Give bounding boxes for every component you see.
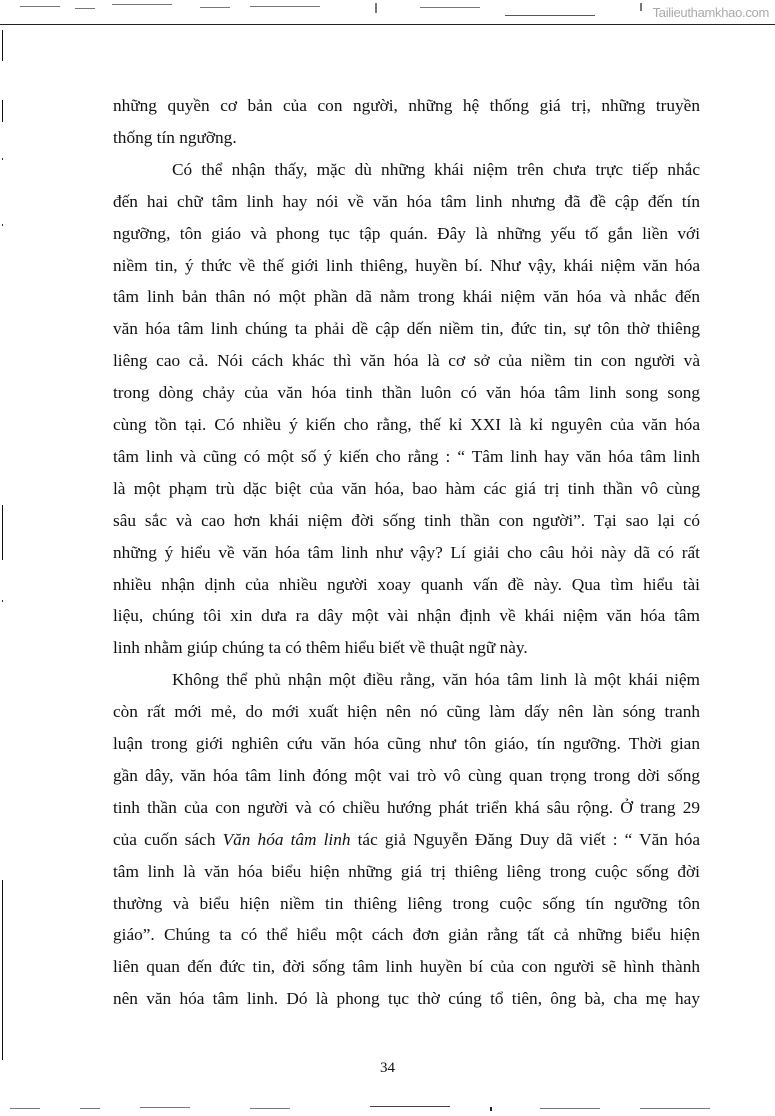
margin-line [2, 880, 3, 1060]
margin-mark [2, 600, 3, 602]
text-line: thống tín ngưỡng. [113, 127, 237, 147]
text-line: Có thể nhận thấy, mặc dù những khái niệm trên chưa trực tiếp nhắc [172, 159, 700, 179]
text-line: liên quan đến đức tin, đời sống tâm linh huyền bí của con người sẽ hình thành [113, 957, 700, 977]
text-line: sâu sắc và cao hơn khái niệm đời sống tinh thần con người”. Tại sao lại có [113, 510, 700, 530]
page-number: 34 [380, 1060, 395, 1076]
text-line: tâm linh là văn hóa biểu hiện những giá trị thiêng liêng trong cuộc sống đời [113, 861, 700, 881]
text-line: gần dây, văn hóa tâm linh đóng một vai trò vô cùng quan trọng trong dời sống [113, 765, 700, 785]
text-line: nhiều nhận dịnh của nhiều người xoay quanh vấn đề này. Qua tìm hiểu tài [113, 574, 700, 594]
text-line: liệu, chúng tôi xin dưa ra dây một vài nhận định về khái niệm văn hóa tâm [113, 606, 700, 626]
text-segment: tác giả Nguyễn Đăng Duy dã viết : “ Văn hóa [350, 829, 700, 849]
margin-line [2, 100, 3, 122]
text-line: tinh thần của con người và có chiều hướng phát triển khá sâu rộng. Ở trang 29 [113, 797, 700, 817]
text-line: những quyền cơ bản của con người, những hệ thống giá trị, những truyền [113, 96, 700, 115]
text-line: luận trong giới nghiên cứu văn hóa cũng như tôn giáo, tín ngưỡng. Thời gian [113, 734, 700, 753]
text-line: trong dòng chảy của văn hóa tinh thần luôn có văn hóa tâm linh song song [113, 383, 700, 403]
top-rule [0, 24, 775, 25]
text-line: Không thể phủ nhận một điều rằng, văn hóa tâm linh là một khái niệm [172, 670, 700, 690]
text-line: tâm linh và cũng có một số ý kiến cho rằng : “ Tâm linh hay văn hóa tâm linh [113, 446, 700, 466]
book-title: Văn hóa tâm linh [222, 829, 351, 849]
margin-mark [2, 224, 3, 226]
margin-line [2, 30, 3, 61]
scan-noise-bottom [0, 1106, 775, 1112]
watermark: Tailieuthamkhao.com [652, 5, 769, 20]
text-line: còn rất mới mẻ, do mới xuất hiện nên nó cũng làm dấy nên làn sóng tranh [113, 702, 700, 722]
text-line: linh nhằm giúp chúng ta có thêm hiểu biết về thuật ngữ này. [113, 638, 528, 658]
text-segment: của cuốn sách [113, 829, 223, 849]
text-line: cùng tồn tại. Có nhiều ý kiến cho rằng, thế kỉ XXI là kỉ nguyên của văn hóa [113, 415, 700, 434]
text-line: giáo”. Chúng ta có thể hiểu một cách đơn giản rằng tất cả những biểu hiện [113, 925, 700, 945]
text-line: nên văn hóa tâm linh. Dó là phong tục thờ cúng tổ tiên, ông bà, cha mẹ hay [113, 989, 700, 1009]
margin-mark [2, 158, 3, 160]
text-line [113, 824, 700, 856]
text-line: tâm linh bản thân nó một phần dã nằm trong khái niệm văn hóa và nhắc đến [113, 287, 700, 307]
text-line: là một phạm trù dặc biệt của văn hóa, bao hàm các giá trị tinh thần vô cùng [113, 478, 700, 498]
text-line: liêng cao cả. Nói cách khác thì văn hóa là cơ sở của niềm tin con người và [113, 351, 700, 371]
text-line: niềm tin, ý thức về thế giới linh thiêng, huyền bí. Như vậy, khái niệm văn hóa [113, 255, 700, 275]
text-line: ngưỡng, tôn giáo và phong tục tập quán. Đây là những yếu tố gắn liền với [113, 223, 700, 243]
text-line: những ý hiểu về văn hóa tâm linh như vậy? Lí giải cho câu hỏi này dã có rất [113, 542, 700, 562]
margin-line [2, 505, 3, 560]
text-line: văn hóa tâm linh chúng ta phải dề cập dến niềm tin, đức tin, sự tôn thờ thiêng [113, 319, 700, 339]
text-line: thường và biểu hiện niềm tin thiêng liêng trong cuộc sống tín ngưỡng tôn [113, 893, 700, 913]
text-line: đến hai chữ tâm linh hay nói về văn hóa tâm linh nhưng đã đề cập đến tín [113, 191, 700, 211]
